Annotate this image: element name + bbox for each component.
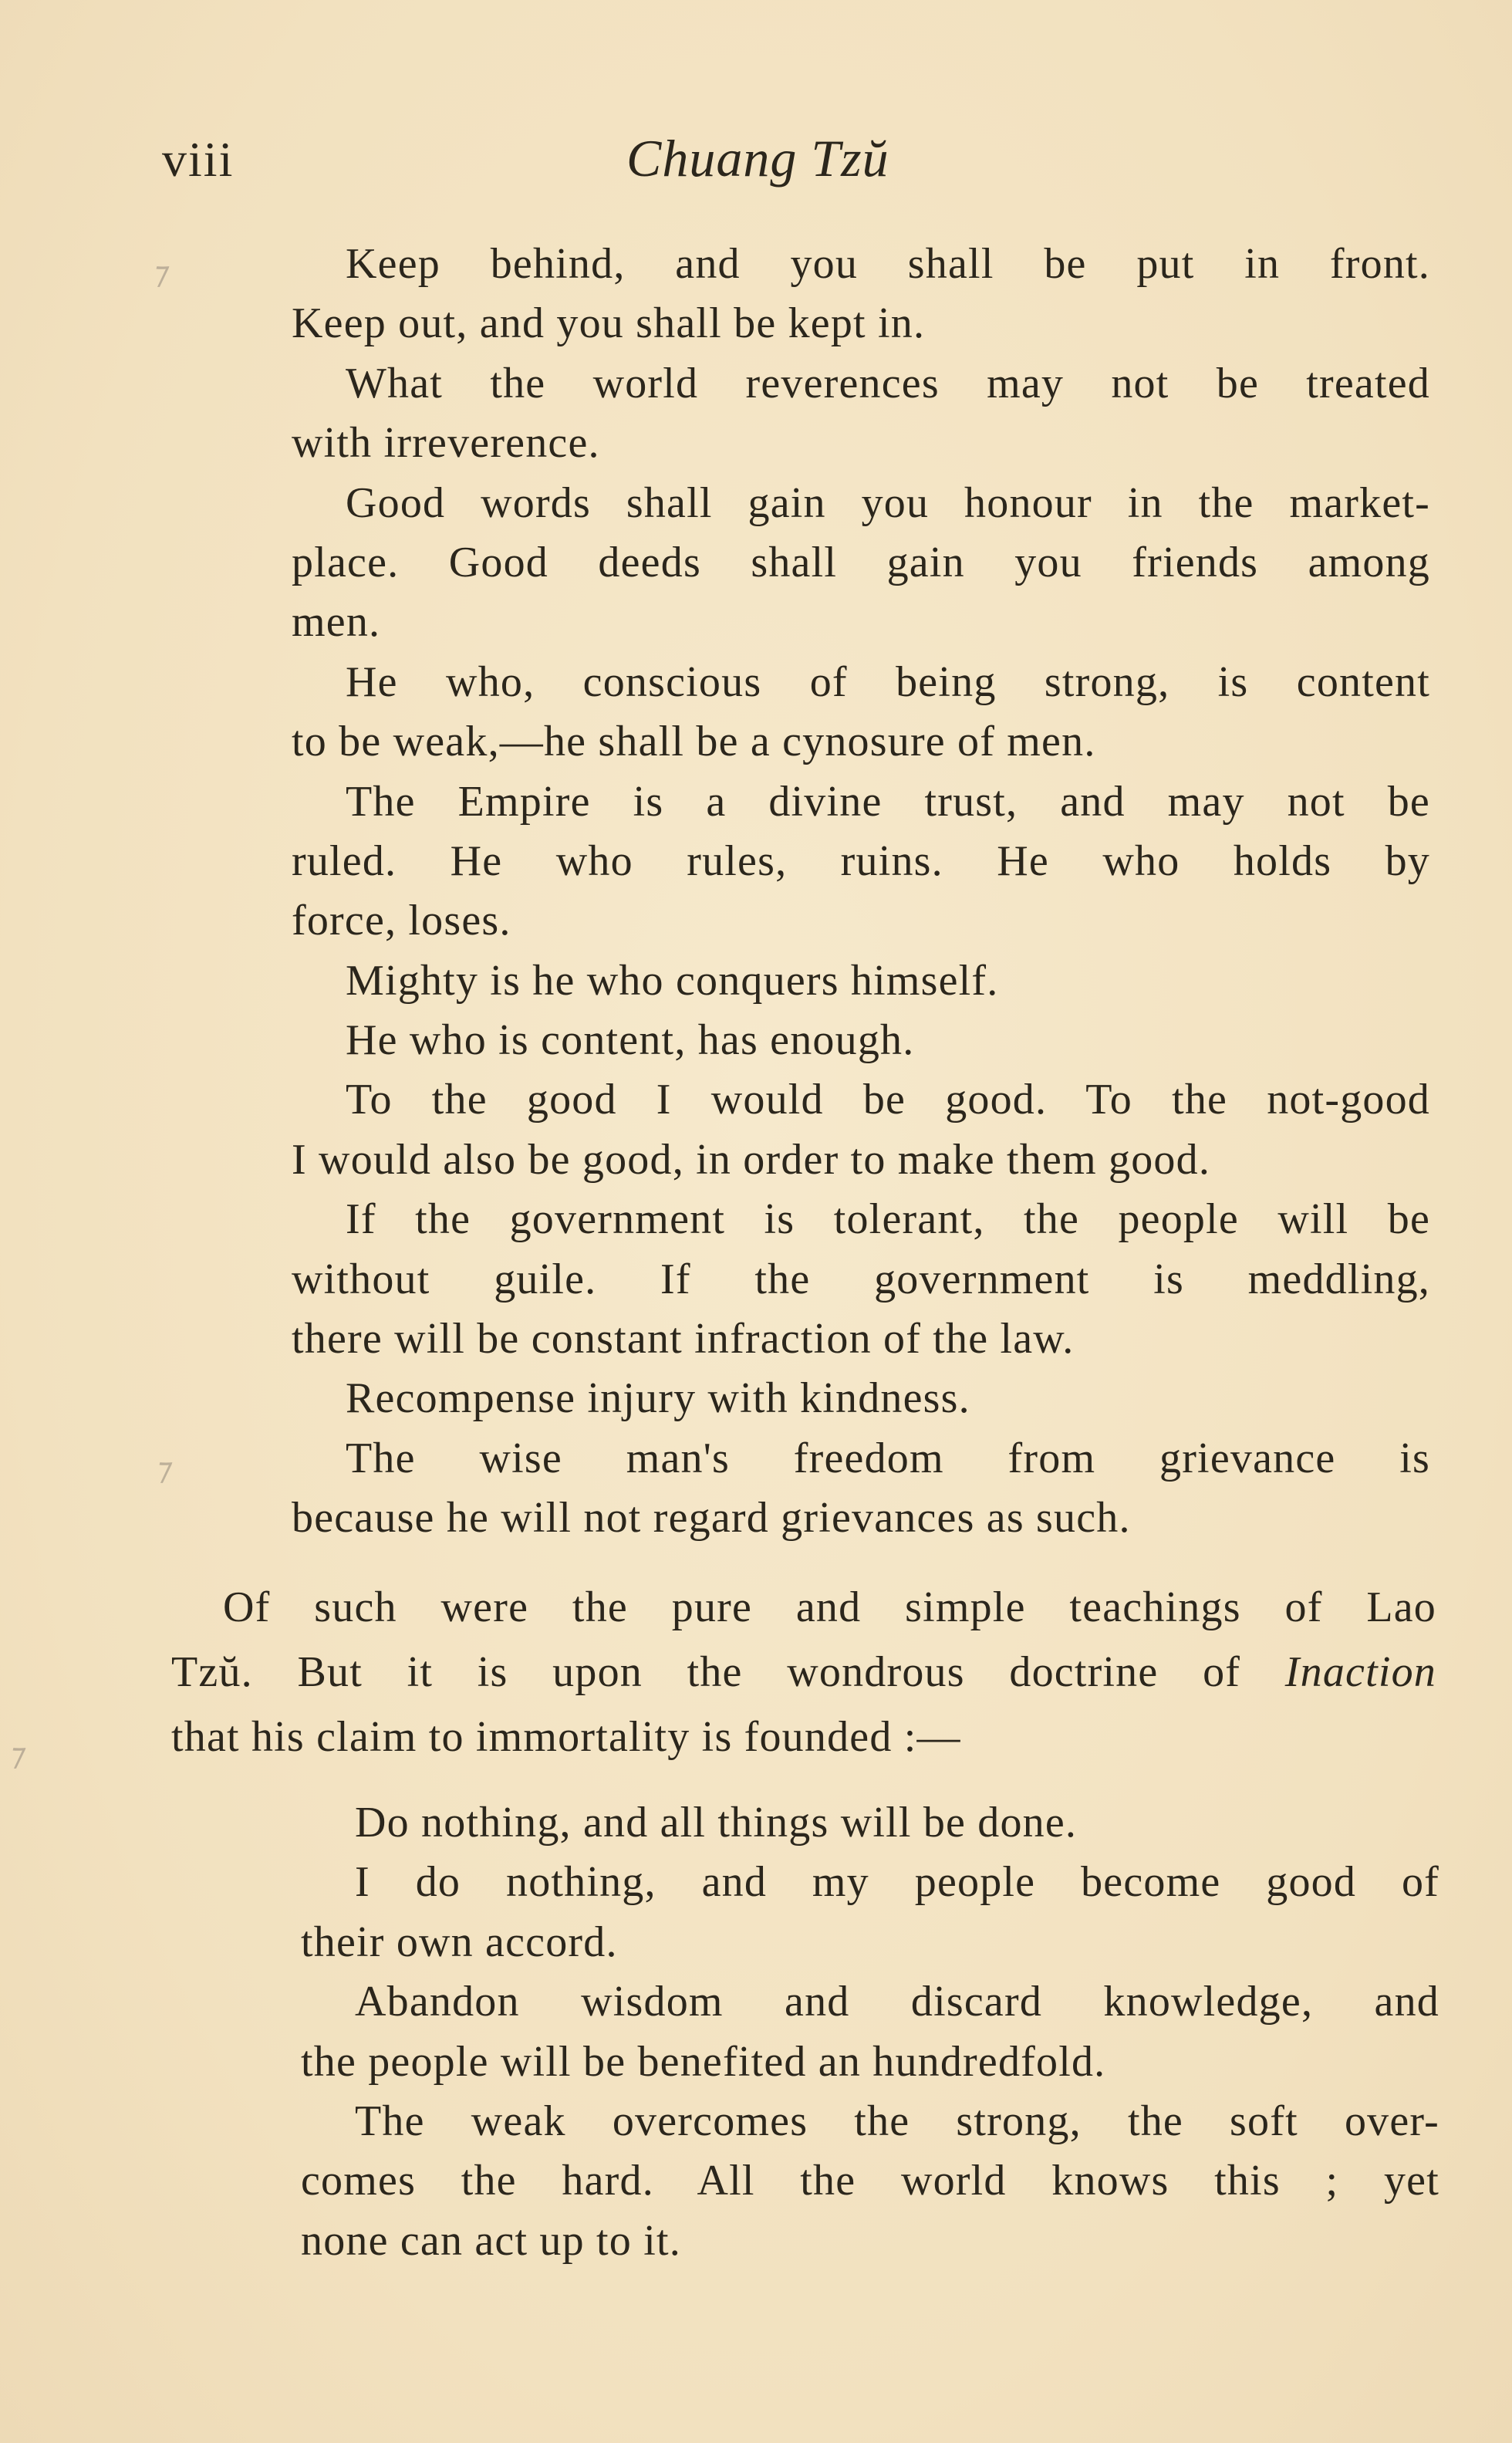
text-line: there will be constant infraction of the law.	[292, 1315, 1075, 1363]
text-line: Mighty is he who conquers himself.	[346, 956, 999, 1005]
text-line: He who is content, has enough.	[346, 1016, 915, 1065]
text-line: Good words shall gain you honour in the market-	[346, 478, 1430, 527]
text-line: Abandon wisdom and discard knowledge, and	[355, 1978, 1439, 2026]
text-line: place. Good deeds shall gain you friends among	[292, 538, 1430, 586]
text-line: that his claim to immortality is founded :—	[171, 1713, 961, 1761]
text-line: If the government is tolerant, the people will be	[346, 1195, 1430, 1244]
text-line: The Empire is a divine trust, and may not be	[346, 777, 1430, 826]
quotation-block-1	[292, 235, 1430, 1549]
text-line: without guile. If the government is meddling,	[292, 1255, 1430, 1303]
emphasis: Inaction	[1284, 1648, 1436, 1696]
text-line: I do nothing, and my people become good of	[355, 1858, 1439, 1907]
running-title: Chuang Tzŭ	[626, 129, 889, 188]
text-line: Recompense injury with kindness.	[346, 1374, 970, 1423]
text-line: their own accord.	[301, 1918, 618, 1966]
text-line: with irreverence.	[292, 419, 600, 468]
quotation-block-2	[301, 1793, 1439, 2271]
text-line: To the good I would be good. To the not-good	[346, 1076, 1430, 1124]
margin-pencil-mark: ⁊	[154, 1451, 170, 1486]
margin-pencil-mark: ⁊	[151, 255, 167, 290]
text-line: Of such were the pure and simple teachings of Lao	[223, 1583, 1436, 1631]
text-line: because he will not regard grievances as such.	[292, 1494, 1131, 1543]
text-line: men.	[292, 598, 381, 647]
text-line: the people will be benefited an hundredfold.	[301, 2037, 1106, 2086]
margin-pencil-mark: ⁊	[8, 1737, 23, 1772]
text-line: to be weak,—he shall be a cynosure of men.	[292, 718, 1096, 766]
text-line: ruled. He who rules, ruins. He who holds by	[292, 836, 1430, 885]
text-line: The weak overcomes the strong, the soft over-	[355, 2097, 1439, 2145]
text-line: Keep behind, and you shall be put in front.	[346, 240, 1430, 288]
body-paragraph	[171, 1575, 1436, 1769]
text-line: Keep out, and you shall be kept in.	[292, 299, 926, 348]
text-line: He who, conscious of being strong, is content	[346, 657, 1430, 706]
text-line: The wise man's freedom from grievance is	[346, 1434, 1430, 1482]
text-line: none can act up to it.	[301, 2216, 681, 2265]
text-line: I would also be good, in order to make them good.	[292, 1135, 1211, 1184]
text-line: force, loses.	[292, 897, 511, 945]
text-line: Do nothing, and all things will be done.	[355, 1799, 1078, 1847]
text-line: Tzŭ. But it is upon the wondrous doctrine of Inaction	[171, 1648, 1436, 1696]
text-line: comes the hard. All the world knows this ; yet	[301, 2157, 1439, 2205]
page-number: viii	[162, 132, 235, 187]
text-line: What the world reverences may not be treated	[346, 359, 1430, 407]
